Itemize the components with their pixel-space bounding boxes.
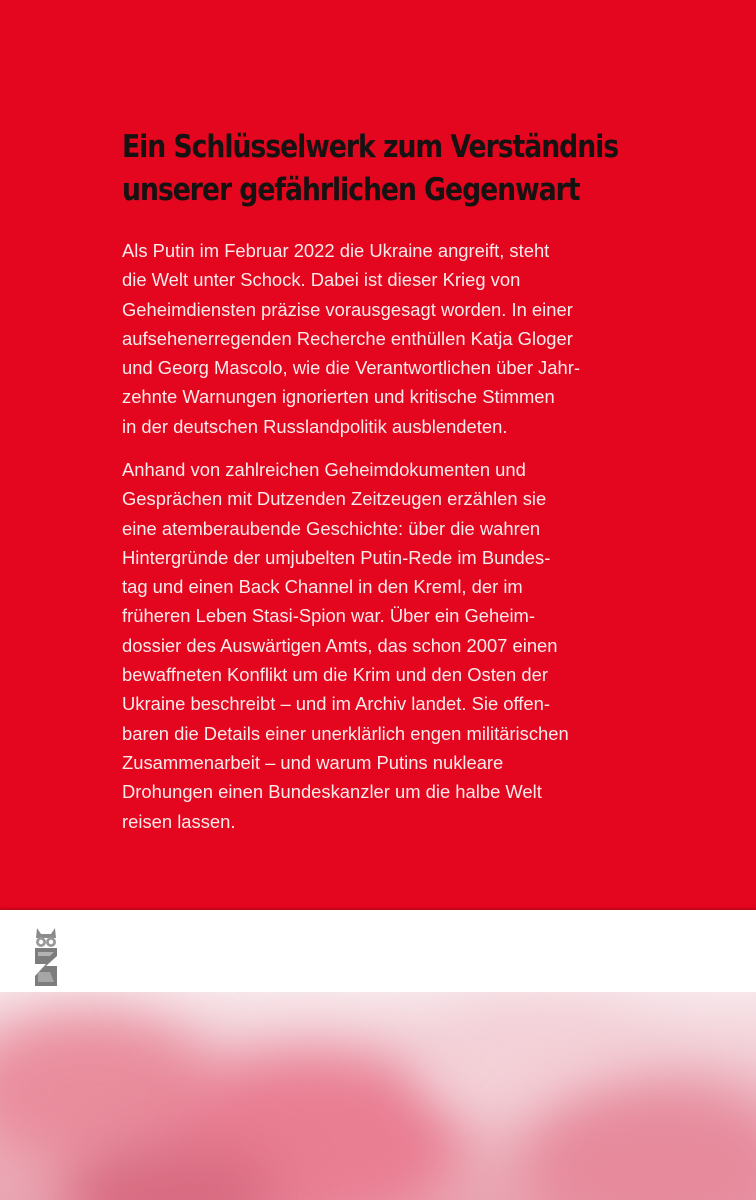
text-line: Anhand von zahlreichen Geheimdokumenten und	[122, 459, 526, 480]
text-line: in der deutschen Russlandpolitik ausblendeten.	[122, 415, 508, 437]
text-line: baren die Details einer unerklärlich engen militärischen	[122, 722, 569, 744]
text-line: zehnte Warnungen ignorierten und kritische Stimmen	[122, 386, 555, 408]
headline-line: Ein Schlüsselwerk zum Verständnis	[122, 129, 619, 165]
text-line: tag und einen Back Channel in den Kreml, der im	[122, 576, 523, 598]
blurb-paragraph-1	[122, 236, 662, 441]
blurb-paragraph-2	[122, 455, 662, 836]
text-line: dossier des Auswärtigen Amts, das schon 2007 einen	[122, 634, 558, 656]
text-line: Ukraine beschreibt – und im Archiv landet. Sie offen-	[122, 693, 550, 715]
text-line: Als Putin im Februar 2022 die Ukraine angreift, steht	[122, 240, 550, 261]
text-line: eine atemberaubende Geschichte: über die wahren	[122, 517, 541, 539]
text-line: und Georg Mascolo, wie die Verantwortlichen über Jahr-	[122, 357, 580, 379]
text-line: reisen lassen.	[122, 810, 236, 832]
text-line: Hintergründe der umjubelten Putin-Rede im Bundes-	[122, 546, 551, 568]
owl-logo-icon	[28, 926, 64, 988]
blurred-cover-image	[0, 992, 756, 1200]
white-band	[0, 910, 756, 992]
text-line: die Welt unter Schock. Dabei ist dieser Krieg von	[122, 269, 521, 291]
text-line: Geheimdiensten präzise vorausgesagt worden. In einer	[122, 298, 573, 320]
text-line: Drohungen einen Bundeskanzler um die halbe Welt	[122, 781, 542, 803]
text-line: früheren Leben Stasi-Spion war. Über ein Geheim-	[122, 605, 535, 627]
text-line: aufsehenerregenden Recherche enthüllen Katja Gloger	[122, 327, 573, 349]
headline	[122, 126, 619, 212]
text-line: Gesprächen mit Dutzenden Zeitzeugen erzählen sie	[122, 488, 547, 510]
text-line: bewaffneten Konflikt um die Krim und den Osten der	[122, 664, 548, 686]
text-line: Zusammenarbeit – und warum Putins nukleare	[122, 751, 504, 773]
headline-line: unserer gefährlichen Gegenwart	[122, 172, 580, 208]
